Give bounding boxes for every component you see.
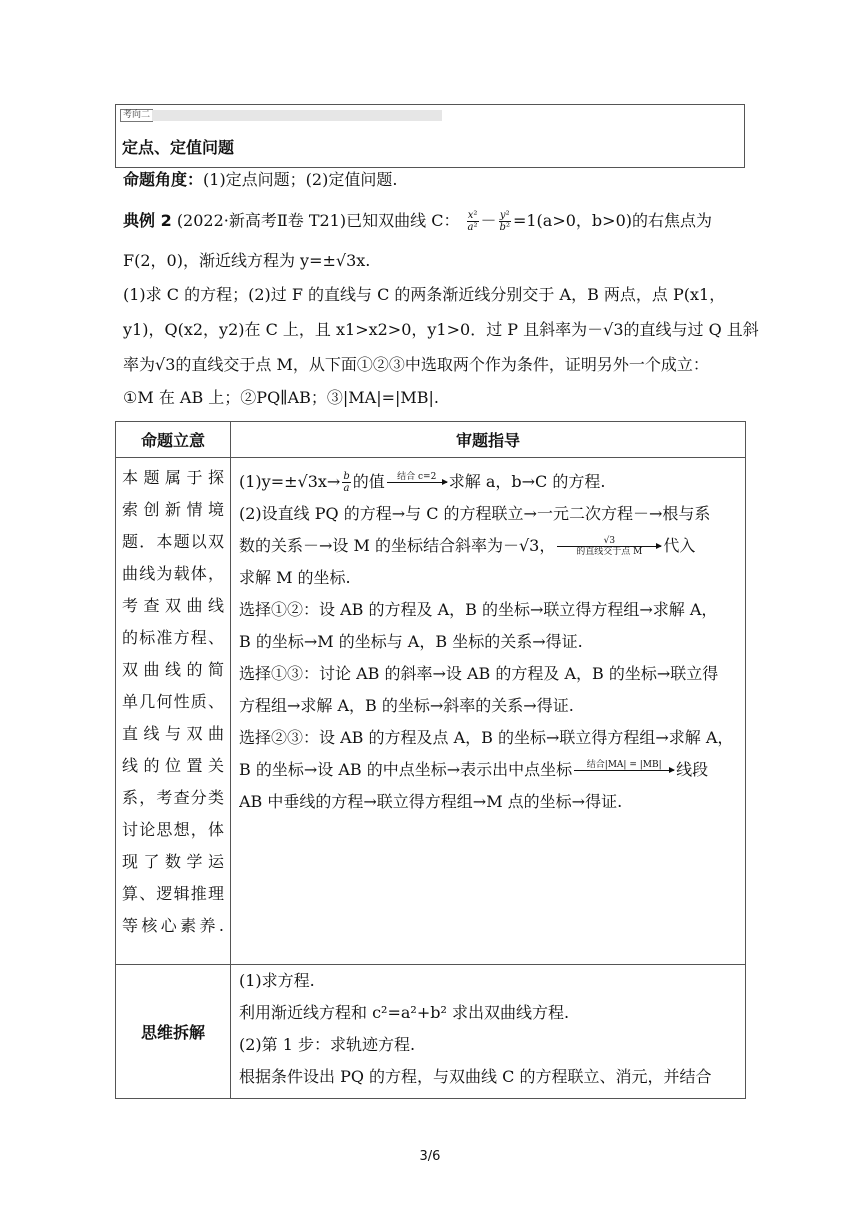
guide-text: B 的坐标→设 AB 的中点坐标→表示出中点坐标: [239, 760, 573, 779]
breakdown-line: (2)第 1 步：求轨迹方程.: [239, 1035, 416, 1054]
intent-line: 算、逻辑推理: [122, 884, 224, 903]
example-text-1b: =1(a>0，b>0)的右焦点为: [512, 211, 712, 230]
example-label: 典例 2: [123, 211, 172, 230]
intent-cell: [116, 458, 231, 965]
col-header-guide: 审题指导: [231, 422, 746, 458]
guide-line-6: B 的坐标→M 的坐标与 A，B 坐标的关系→得证.: [239, 632, 583, 651]
section-title: 定点、定值问题: [122, 138, 235, 157]
arrow-label-top: √3: [603, 536, 616, 546]
intent-line: 索创新情境: [122, 500, 224, 519]
section-header-box: [115, 104, 745, 168]
fraction-x2-a2: $\frac{\text{x²}}{\text{a²}}$: [467, 210, 478, 233]
intent-line: 单几何性质、: [122, 692, 224, 711]
section-tag: 考向二: [120, 109, 153, 122]
guide-line-8: 方程组→求解 A，B 的坐标→斜率的关系→得证.: [239, 696, 574, 715]
intent-line: 讨论思想，体: [122, 820, 224, 839]
breakdown-line: 根据条件设出 PQ 的方程，与双曲线 C 的方程联立、消元，并结合: [239, 1067, 712, 1086]
example-line-3: (1)求 C 的方程；(2)过 F 的直线与 C 的两条渐近线分别交于 A，B 两点，点 P(x1，: [123, 285, 726, 304]
guide-text: 代入: [663, 536, 696, 555]
row-label-breakdown: 思维拆解: [116, 965, 231, 1099]
guide-line-1: [239, 466, 739, 498]
arrow-label: 结合 c=2: [397, 472, 437, 482]
intent-line: 的标准方程、: [122, 628, 224, 647]
intent-line: 双曲线的简: [122, 660, 224, 679]
angle-line: [123, 170, 748, 190]
example-text-1a: 已知双曲线 C：: [346, 211, 460, 230]
example-line-4: y1)，Q(x2，y2)在 C 上，且 x1>x2>0，y1>0．过 P 且斜率为－√3的直线与过 Q 且斜: [123, 320, 759, 339]
intent-line: 曲线为载体，: [122, 564, 224, 583]
guide-text: (1)y=±√3x→: [239, 472, 341, 491]
example-line-5: 率为√3的直线交于点 M，从下面①②③中选取两个作为条件，证明另外一个成立：: [123, 355, 709, 374]
guide-line-9: 选择②③：设 AB 的方程及点 A，B 的坐标→联立得方程组→求解 A，: [239, 728, 734, 747]
fraction-b-a: $\frac{b}{a}$: [343, 471, 350, 494]
example-line-2: F(2，0)，渐近线方程为 y=±√3x.: [123, 251, 371, 270]
intent-line: 题．本题以双: [122, 532, 224, 551]
page-number: 3/6: [419, 1149, 441, 1164]
guide-line-11: AB 中垂线的方程→联立得方程组→M 点的坐标→得证.: [239, 792, 623, 811]
analysis-table: [115, 421, 746, 1099]
breakdown-line: (1)求方程.: [239, 971, 315, 990]
intent-line: 现了数学运: [122, 852, 224, 871]
intent-line: 等核心素养.: [122, 916, 224, 935]
arrow-label: 结合|MA| = |MB|: [586, 760, 662, 770]
angle-label: 命题角度：: [123, 170, 204, 189]
labeled-arrow: [557, 536, 661, 557]
angle-text: (1)定点问题；(2)定值问题.: [203, 170, 398, 189]
example-line-6: ①M 在 AB 上；②PQ∥AB；③|MA|=|MB|.: [123, 388, 440, 407]
guide-line-5: 选择①②：设 AB 的方程及 A，B 的坐标→联立得方程组→求解 A，: [239, 600, 718, 619]
guide-line-2: (2)设直线 PQ 的方程→与 C 的方程联立→一元二次方程－→根与系: [239, 504, 711, 523]
example-source: (2022·新高考Ⅱ卷 T21): [176, 211, 347, 230]
guide-line-10: [239, 754, 739, 786]
guide-line-3: [239, 530, 739, 562]
intent-line: 本题属于探: [122, 468, 224, 487]
fraction-y2-b2: $\frac{\text{y²}}{\text{b²}}$: [499, 210, 510, 233]
guide-text: 数的关系－→设 M 的坐标结合斜率为－√3，: [239, 536, 556, 555]
section-tag-bar: [152, 110, 442, 121]
guide-text: 的值: [352, 472, 385, 491]
breakdown-line: 利用渐近线方程和 c²=a²+b² 求出双曲线方程.: [239, 1003, 570, 1022]
guide-line-7: 选择①③：讨论 AB 的斜率→设 AB 的方程及 A，B 的坐标→联立得: [239, 664, 719, 683]
guide-line-4: 求解 M 的坐标.: [239, 568, 351, 587]
intent-line: 系，考查分类: [122, 788, 224, 807]
guide-text: 求解 a，b→C 的方程.: [448, 472, 606, 491]
col-header-intent: 命题立意: [116, 422, 231, 458]
labeled-arrow: [574, 760, 674, 781]
labeled-arrow: [387, 472, 447, 493]
guide-cell: [231, 458, 746, 965]
intent-line: 直线与双曲: [122, 724, 224, 743]
intent-line: 线的位置关: [122, 756, 224, 775]
breakdown-cell: [231, 965, 746, 1099]
intent-line: 考查双曲线: [122, 596, 224, 615]
arrow-label-bottom: 的直线交于点 M: [576, 547, 643, 557]
guide-text: 线段: [676, 760, 709, 779]
example-line-1: 典例 2 (2022·新高考Ⅱ卷 T21)已知双曲线 C： $\frac{\text{x²}}{\text{a²}}$ － $\frac{\text{y²}}{\text{b²}}$ =1(a>0，b>0)的右焦点为: [123, 210, 712, 233]
